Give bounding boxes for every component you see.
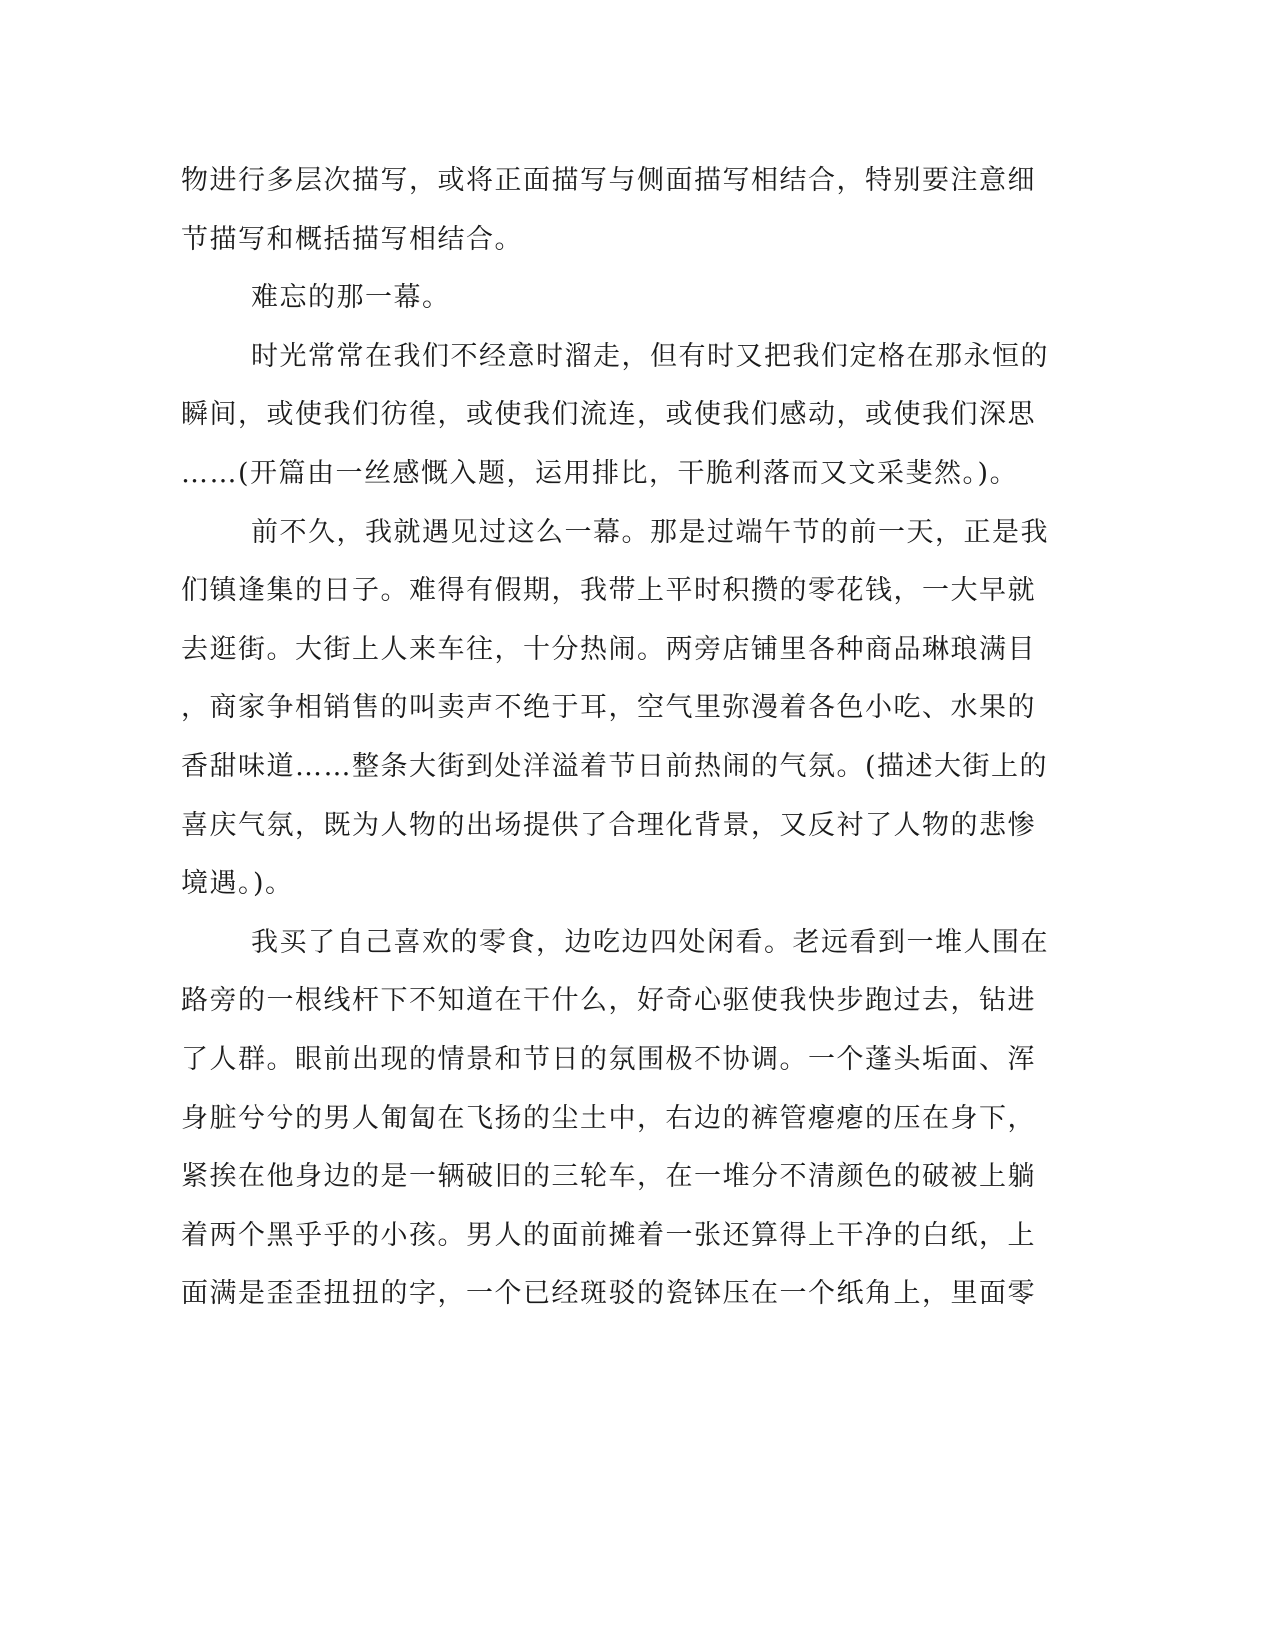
text-line: 境遇。)。: [181, 868, 294, 900]
text-line: 面满是歪歪扭扭的字，一个已经斑驳的瓷钵压在一个纸角上，里面零: [181, 1278, 1036, 1310]
text-line: ，商家争相销售的叫卖声不绝于耳，空气里弥漫着各色小吃、水果的: [181, 692, 1036, 724]
text-line: 了人群。眼前出现的情景和节日的氛围极不协调。一个蓬头垢面、浑: [181, 1043, 1036, 1075]
text-line: 着两个黑乎乎的小孩。男人的面前摊着一张还算得上干净的白纸，上: [181, 1219, 1036, 1251]
paragraph-start: 我买了自己喜欢的零食，边吃边四处闲看。老远看到一堆人围在: [251, 926, 1049, 958]
body-text: [181, 152, 1049, 1324]
text-line: 去逛街。大街上人来车往，十分热闹。两旁店铺里各种商品琳琅满目: [181, 633, 1036, 665]
text-line: 紧挨在他身边的是一辆破旧的三轮车，在一堆分不清颜色的破被上躺: [181, 1161, 1036, 1193]
text-line: 路旁的一根线杆下不知道在干什么，好奇心驱使我快步跑过去，钻进: [181, 985, 1036, 1017]
paragraph-start: 时光常常在我们不经意时溜走，但有时又把我们定格在那永恒的: [251, 340, 1049, 372]
paragraph-start: 前不久，我就遇见过这么一幕。那是过端午节的前一天，正是我: [251, 516, 1049, 548]
text-line: 瞬间，或使我们彷徨，或使我们流连，或使我们感动，或使我们深思: [181, 399, 1036, 431]
text-line: 们镇逢集的日子。难得有假期，我带上平时积攒的零花钱，一大早就: [181, 575, 1036, 607]
section-heading: 难忘的那一幕。: [251, 282, 451, 314]
text-line: ……(开篇由一丝感慨入题，运用排比，干脆利落而又文采斐然。)。: [181, 457, 1019, 489]
text-line: 喜庆气氛，既为人物的出场提供了合理化背景，又反衬了人物的悲惨: [181, 809, 1036, 841]
text-line: 身脏兮兮的男人匍匐在飞扬的尘土中，右边的裤管瘪瘪的压在身下，: [181, 1102, 1036, 1134]
text-line: 香甜味道……整条大街到处洋溢着节日前热闹的气氛。(描述大街上的: [181, 750, 1049, 782]
text-line: 物进行多层次描写，或将正面描写与侧面描写相结合，特别要注意细: [181, 165, 1036, 196]
text-line: 节描写和概括描写相结合。: [181, 223, 523, 255]
